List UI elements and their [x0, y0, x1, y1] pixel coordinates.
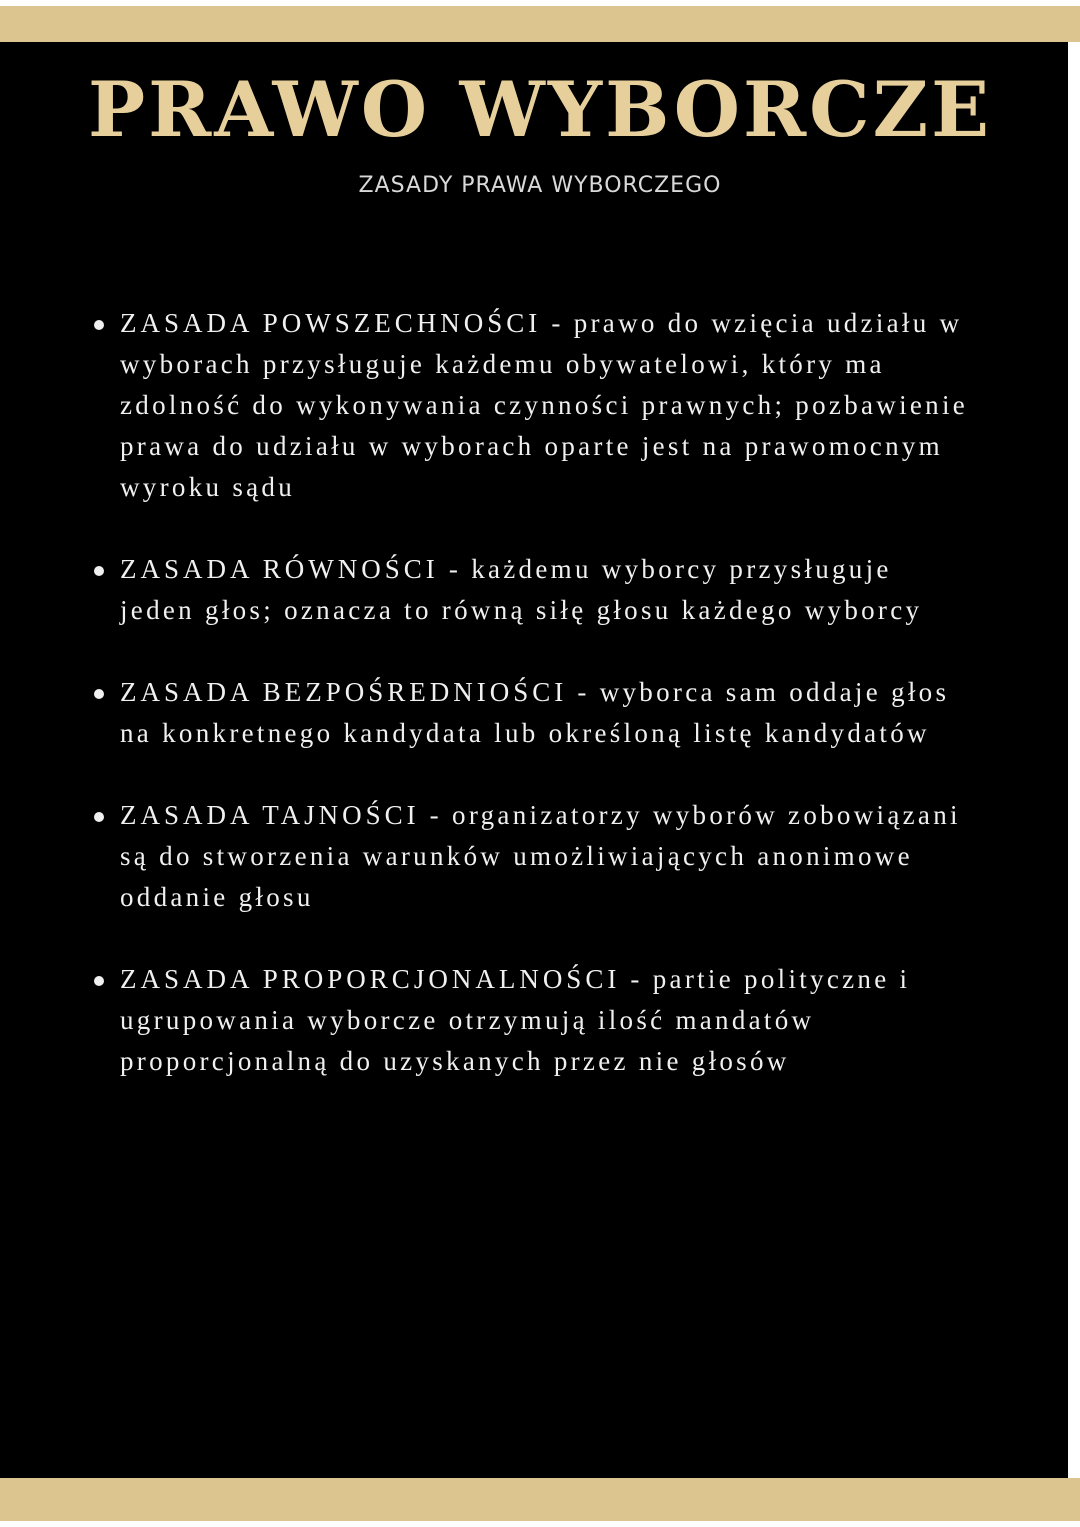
- list-item: ZASADA RÓWNOŚCI - każdemu wyborcy przysługuje jeden głos; oznacza to równą siłę głosu każdego wyborcy: [94, 549, 974, 631]
- page-title: PRAWO WYBORCZE: [87, 65, 992, 154]
- bullet-icon: [94, 689, 104, 699]
- principle-description: partie polityczne i ugrupowania wyborcze otrzymują ilość mandatów proporcjonalną do uzyskanych przez nie głosów: [120, 964, 911, 1076]
- principle-name: ZASADA RÓWNOŚCI: [120, 554, 439, 584]
- principles-list: [94, 303, 974, 1123]
- principle-description: każdemu wyborcy przysługuje jeden głos; oznacza to równą siłę głosu każdego wyborcy: [120, 554, 923, 625]
- principle-name: ZASADA PROPORCJONALNOŚCI: [120, 964, 621, 994]
- list-item: ZASADA TAJNOŚCI - organizatorzy wyborów zobowiązani są do stworzenia warunków umożliwiających anonimowe oddanie głosu: [94, 795, 974, 918]
- top-gold-bar: [0, 6, 1080, 42]
- bullet-icon: [94, 812, 104, 822]
- principle-name: ZASADA POWSZECHNOŚCI: [120, 308, 542, 338]
- principle-description: organizatorzy wyborów zobowiązani są do stworzenia warunków umożliwiających anonimowe oddanie głosu: [120, 800, 961, 912]
- principle-description: wyborca sam oddaje głos na konkretnego kandydata lub określoną listę kandydatów: [120, 677, 950, 748]
- principle-name: ZASADA TAJNOŚCI: [120, 800, 420, 830]
- principle-name: ZASADA BEZPOŚREDNIOŚCI: [120, 677, 568, 707]
- list-item: ZASADA BEZPOŚREDNIOŚCI - wyborca sam oddaje głos na konkretnego kandydata lub określoną listę kandydatów: [94, 672, 974, 754]
- bottom-gold-bar: [0, 1478, 1080, 1521]
- principle-description: prawo do wzięcia udziału w wyborach przysługuje każdemu obywatelowi, który ma zdolność do wykonywania czynności prawnych; pozbawienie prawa do udziału w wyborach oparte jest na prawomocnym wyroku sądu: [120, 308, 969, 502]
- list-item: ZASADA PROPORCJONALNOŚCI - partie polityczne i ugrupowania wyborcze otrzymują ilość mandatów proporcjonalną do uzyskanych przez nie głosów: [94, 959, 974, 1082]
- bullet-icon: [94, 566, 104, 576]
- list-item: ZASADA POWSZECHNOŚCI - prawo do wzięcia udziału w wyborach przysługuje każdemu obywatelowi, który ma zdolność do wykonywania czynności prawnych; pozbawienie prawa do udziału w wyborach oparte jest na prawomocnym wyroku sądu: [94, 303, 974, 508]
- bullet-icon: [94, 976, 104, 986]
- page-subtitle: ZASADY PRAWA WYBORCZEGO: [358, 173, 722, 198]
- bullet-icon: [94, 320, 104, 330]
